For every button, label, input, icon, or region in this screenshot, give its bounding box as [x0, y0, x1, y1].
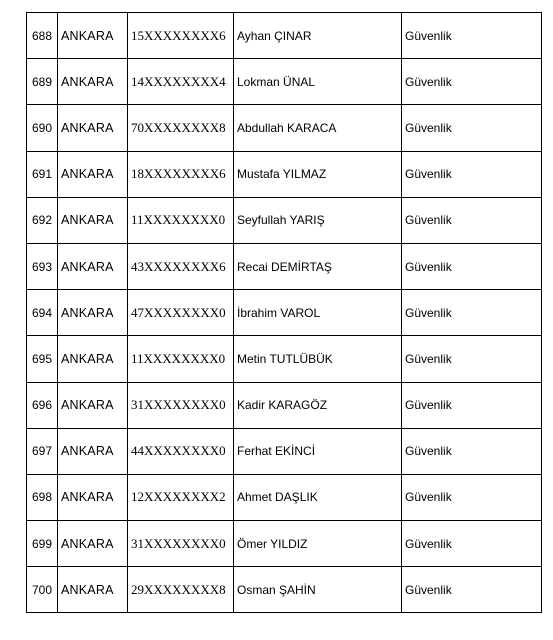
city-cell: ANKARA: [58, 336, 128, 382]
masked-id-cell: 44XXXXXXXX0: [128, 428, 234, 474]
full-name-cell: Metin TUTLÜBÜK: [234, 336, 402, 382]
unit-cell: Güvenlik: [402, 197, 542, 243]
row-number: 692: [27, 197, 58, 243]
row-number: 698: [27, 474, 58, 520]
masked-id-cell: 15XXXXXXXX6: [128, 13, 234, 59]
table-row: [27, 151, 542, 197]
full-name-cell: İbrahim VAROL: [234, 290, 402, 336]
city-cell: ANKARA: [58, 197, 128, 243]
full-name-cell: Abdullah KARACA: [234, 105, 402, 151]
row-number: 696: [27, 382, 58, 428]
row-number: 691: [27, 151, 58, 197]
unit-cell: Güvenlik: [402, 105, 542, 151]
masked-id-cell: 43XXXXXXXX6: [128, 243, 234, 289]
personnel-table-body: [27, 13, 542, 613]
table-row: [27, 474, 542, 520]
row-number: 699: [27, 521, 58, 567]
masked-id-cell: 29XXXXXXXX8: [128, 567, 234, 613]
row-number: 700: [27, 567, 58, 613]
table-row: [27, 290, 542, 336]
table-row: [27, 428, 542, 474]
masked-id-cell: 70XXXXXXXX8: [128, 105, 234, 151]
full-name-cell: Ömer YILDIZ: [234, 521, 402, 567]
unit-cell: Güvenlik: [402, 59, 542, 105]
unit-cell: Güvenlik: [402, 13, 542, 59]
city-cell: ANKARA: [58, 13, 128, 59]
table-row: [27, 105, 542, 151]
unit-cell: Güvenlik: [402, 151, 542, 197]
unit-cell: Güvenlik: [402, 521, 542, 567]
table-row: [27, 382, 542, 428]
full-name-cell: Mustafa YILMAZ: [234, 151, 402, 197]
city-cell: ANKARA: [58, 428, 128, 474]
full-name-cell: Ferhat EKİNCİ: [234, 428, 402, 474]
full-name-cell: Lokman ÜNAL: [234, 59, 402, 105]
city-cell: ANKARA: [58, 243, 128, 289]
city-cell: ANKARA: [58, 521, 128, 567]
table-row: [27, 521, 542, 567]
city-cell: ANKARA: [58, 105, 128, 151]
table-row: [27, 197, 542, 243]
unit-cell: Güvenlik: [402, 474, 542, 520]
personnel-table: [26, 12, 542, 613]
masked-id-cell: 14XXXXXXXX4: [128, 59, 234, 105]
row-number: 695: [27, 336, 58, 382]
city-cell: ANKARA: [58, 290, 128, 336]
masked-id-cell: 11XXXXXXXX0: [128, 336, 234, 382]
unit-cell: Güvenlik: [402, 336, 542, 382]
full-name-cell: Seyfullah YARIŞ: [234, 197, 402, 243]
table-row: [27, 59, 542, 105]
row-number: 688: [27, 13, 58, 59]
table-row: [27, 336, 542, 382]
unit-cell: Güvenlik: [402, 567, 542, 613]
row-number: 693: [27, 243, 58, 289]
row-number: 690: [27, 105, 58, 151]
masked-id-cell: 47XXXXXXXX0: [128, 290, 234, 336]
masked-id-cell: 12XXXXXXXX2: [128, 474, 234, 520]
city-cell: ANKARA: [58, 382, 128, 428]
masked-id-cell: 18XXXXXXXX6: [128, 151, 234, 197]
full-name-cell: Kadir KARAGÖZ: [234, 382, 402, 428]
city-cell: ANKARA: [58, 567, 128, 613]
unit-cell: Güvenlik: [402, 290, 542, 336]
table-row: [27, 13, 542, 59]
masked-id-cell: 31XXXXXXXX0: [128, 382, 234, 428]
city-cell: ANKARA: [58, 59, 128, 105]
unit-cell: Güvenlik: [402, 428, 542, 474]
masked-id-cell: 31XXXXXXXX0: [128, 521, 234, 567]
table-row: [27, 243, 542, 289]
row-number: 689: [27, 59, 58, 105]
unit-cell: Güvenlik: [402, 382, 542, 428]
unit-cell: Güvenlik: [402, 243, 542, 289]
full-name-cell: Osman ŞAHİN: [234, 567, 402, 613]
full-name-cell: Recai DEMİRTAŞ: [234, 243, 402, 289]
city-cell: ANKARA: [58, 151, 128, 197]
full-name-cell: Ahmet DAŞLIK: [234, 474, 402, 520]
full-name-cell: Ayhan ÇINAR: [234, 13, 402, 59]
row-number: 694: [27, 290, 58, 336]
city-cell: ANKARA: [58, 474, 128, 520]
row-number: 697: [27, 428, 58, 474]
masked-id-cell: 11XXXXXXXX0: [128, 197, 234, 243]
table-row: [27, 567, 542, 613]
